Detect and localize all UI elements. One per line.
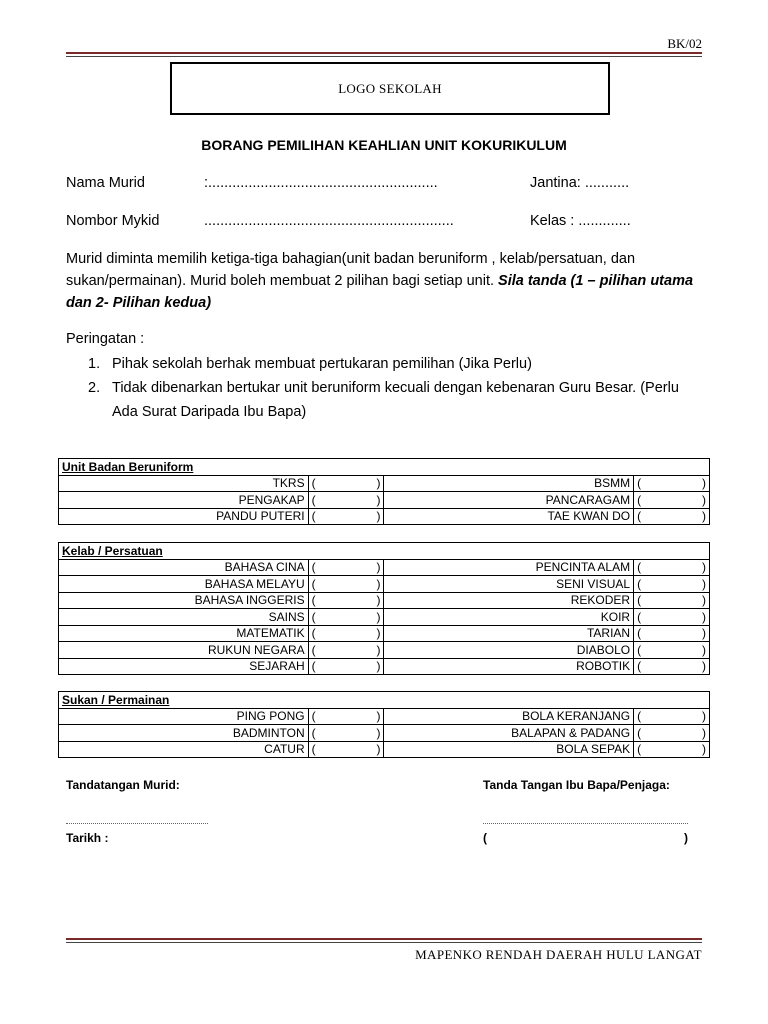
bracket-open: ( xyxy=(637,742,642,757)
sukan-table xyxy=(58,691,710,758)
jantina-field[interactable]: Jantina: ........... xyxy=(530,175,630,191)
mykid-field[interactable]: .............................................................. xyxy=(204,213,454,229)
form-code: BK/02 xyxy=(667,36,702,51)
option-label: TAE KWAN DO xyxy=(384,508,634,525)
option-label: SAINS xyxy=(59,609,309,626)
option-label: RUKUN NEGARA xyxy=(59,642,309,659)
bracket-close: ) xyxy=(702,509,706,524)
table-row xyxy=(59,642,710,659)
option-label: BAHASA MELAYU xyxy=(59,576,309,593)
option-label: MATEMATIK xyxy=(59,625,309,642)
instructions-emphasis: Sila tanda (1 – pilihan utama dan 2- Pilihan kedua) xyxy=(66,273,694,311)
option-label: ROBOTIK xyxy=(384,658,634,675)
option-label: PENCINTA ALAM xyxy=(384,559,634,576)
kelab-table xyxy=(58,542,710,675)
choice-box[interactable] xyxy=(634,559,710,576)
choice-box[interactable] xyxy=(634,576,710,593)
choice-box[interactable] xyxy=(634,708,710,725)
choice-brackets xyxy=(312,643,381,657)
bracket-close: ) xyxy=(376,659,381,674)
option-label: BSMM xyxy=(384,475,634,492)
warning-text: Tidak dibenarkan bertukar unit beruniform kecuali dengan kebenaran Guru Besar. (Perlu Ada Surat Daripada Ibu Bapa) xyxy=(112,380,679,420)
option-label: BOLA SEPAK xyxy=(384,741,634,758)
bracket-close: ) xyxy=(702,742,706,757)
choice-brackets xyxy=(312,577,381,591)
choice-box[interactable] xyxy=(308,658,384,675)
choice-brackets xyxy=(637,610,706,624)
bracket-open: ( xyxy=(637,642,642,657)
choice-brackets xyxy=(637,709,706,723)
choice-brackets xyxy=(312,742,381,756)
section-header-row xyxy=(59,459,710,476)
tarikh-label: Tarikh : xyxy=(66,831,109,845)
section-heading: Sukan / Permainan xyxy=(59,692,710,709)
bracket-open: ( xyxy=(311,742,316,757)
bracket-open: ( xyxy=(311,476,316,491)
warning-num: 2. xyxy=(88,380,101,396)
choice-box[interactable] xyxy=(634,475,710,492)
choice-brackets xyxy=(637,593,706,607)
choice-box[interactable] xyxy=(634,741,710,758)
choice-box[interactable] xyxy=(308,725,384,742)
warning-text: Pihak sekolah berhak membuat pertukaran pemilihan (Jika Perlu) xyxy=(112,356,532,372)
option-label: PANDU PUTERI xyxy=(59,508,309,525)
bracket-close: ) xyxy=(376,626,381,641)
mykid-label: Nombor Mykid xyxy=(66,213,160,229)
table-row xyxy=(59,559,710,576)
nama-label: Nama Murid xyxy=(66,175,145,191)
choice-brackets xyxy=(637,577,706,591)
choice-box[interactable] xyxy=(308,609,384,626)
bracket-close: ) xyxy=(702,576,706,591)
warning-item xyxy=(66,376,706,424)
logo-placeholder xyxy=(170,62,610,115)
bracket-open: ( xyxy=(637,659,642,674)
header-rule-thin xyxy=(66,56,702,57)
choice-brackets xyxy=(312,726,381,740)
choice-brackets xyxy=(637,643,706,657)
bracket-close: ) xyxy=(376,509,381,524)
option-label: PING PONG xyxy=(59,708,309,725)
bracket-close: ) xyxy=(702,642,706,657)
bracket-open: ( xyxy=(311,709,316,724)
table-row xyxy=(59,492,710,509)
bracket-open: ( xyxy=(637,576,642,591)
bracket-close: ) xyxy=(702,593,706,608)
bracket-open: ( xyxy=(311,492,316,507)
choice-brackets xyxy=(312,593,381,607)
instructions xyxy=(66,248,706,314)
bracket-close: ) xyxy=(702,626,706,641)
bracket-close: ) xyxy=(702,492,706,507)
bracket-close: ) xyxy=(376,709,381,724)
choice-brackets xyxy=(637,560,706,574)
bracket-open: ( xyxy=(311,593,316,608)
option-label: BOLA KERANJANG xyxy=(384,708,634,725)
bracket-open: ( xyxy=(311,725,316,740)
choice-box[interactable] xyxy=(308,508,384,525)
header-rule xyxy=(66,52,702,54)
choice-brackets xyxy=(637,476,706,490)
bracket-close: ) xyxy=(376,742,381,757)
bracket-close: ) xyxy=(376,725,381,740)
choice-box[interactable] xyxy=(308,708,384,725)
choice-brackets xyxy=(312,610,381,624)
option-label: BADMINTON xyxy=(59,725,309,742)
form-title: BORANG PEMILIHAN KEAHLIAN UNIT KOKURIKULUM xyxy=(201,137,567,153)
choice-box[interactable] xyxy=(634,492,710,509)
bracket-close: ) xyxy=(376,560,381,575)
choice-brackets xyxy=(637,509,706,523)
choice-brackets xyxy=(312,709,381,723)
section-heading: Unit Badan Beruniform xyxy=(59,459,710,476)
logo-text: LOGO SEKOLAH xyxy=(338,81,442,96)
nama-field[interactable]: :......................................................... xyxy=(204,175,438,191)
bracket-close: ) xyxy=(376,492,381,507)
bracket-close: ) xyxy=(702,659,706,674)
table-row xyxy=(59,576,710,593)
bracket-open: ( xyxy=(311,626,316,641)
bracket-close: ) xyxy=(376,576,381,591)
choice-box[interactable] xyxy=(634,508,710,525)
choice-box[interactable] xyxy=(308,475,384,492)
bracket-close: ) xyxy=(376,593,381,608)
choice-brackets xyxy=(637,493,706,507)
bracket-close: ) xyxy=(376,476,381,491)
bracket-open: ( xyxy=(637,476,642,491)
bracket-close: ) xyxy=(702,560,706,575)
table-row xyxy=(59,508,710,525)
choice-box[interactable] xyxy=(634,725,710,742)
option-label: BALAPAN & PADANG xyxy=(384,725,634,742)
bracket-close: ) xyxy=(376,609,381,624)
choice-box[interactable] xyxy=(308,492,384,509)
option-label: BAHASA CINA xyxy=(59,559,309,576)
choice-box[interactable] xyxy=(634,625,710,642)
warning-num: 1. xyxy=(88,356,101,372)
choice-brackets xyxy=(637,726,706,740)
ibubapa-signature-label: Tanda Tangan Ibu Bapa/Penjaga: xyxy=(483,778,670,792)
option-label: CATUR xyxy=(59,741,309,758)
section-header-row xyxy=(59,692,710,709)
murid-signature-label: Tandatangan Murid: xyxy=(66,778,180,792)
table-row xyxy=(59,609,710,626)
choice-brackets xyxy=(637,742,706,756)
bracket-close: ) xyxy=(702,476,706,491)
option-label: DIABOLO xyxy=(384,642,634,659)
option-label: PENGAKAP xyxy=(59,492,309,509)
choice-brackets xyxy=(312,493,381,507)
bracket-close: ) xyxy=(702,725,706,740)
option-label: TARIAN xyxy=(384,625,634,642)
warning-heading: Peringatan : xyxy=(66,331,145,347)
table-row xyxy=(59,725,710,742)
table-row xyxy=(59,592,710,609)
bracket-open: ( xyxy=(311,642,316,657)
choice-brackets xyxy=(312,626,381,640)
choice-box[interactable] xyxy=(634,592,710,609)
ibubapa-name-close: ) xyxy=(684,831,688,845)
section-header-row xyxy=(59,543,710,560)
ibubapa-signature-line[interactable] xyxy=(483,823,688,824)
instructions-text: Murid diminta memilih ketiga-tiga bahagian(unit badan beruniform , kelab/persatuan, dan sukan/permainan). Murid boleh membuat 2 pilihan bagi setiap unit. xyxy=(66,251,636,289)
bracket-open: ( xyxy=(637,626,642,641)
table-row xyxy=(59,658,710,675)
bracket-open: ( xyxy=(637,709,642,724)
option-label: SEJARAH xyxy=(59,658,309,675)
choice-box[interactable] xyxy=(308,559,384,576)
option-label: KOIR xyxy=(384,609,634,626)
bracket-open: ( xyxy=(311,509,316,524)
table-row xyxy=(59,708,710,725)
choice-box[interactable] xyxy=(308,576,384,593)
murid-signature-line[interactable] xyxy=(66,823,208,824)
bracket-open: ( xyxy=(637,560,642,575)
choice-brackets xyxy=(312,476,381,490)
ibubapa-name-open: ( xyxy=(483,831,487,845)
bracket-open: ( xyxy=(311,560,316,575)
option-label: REKODER xyxy=(384,592,634,609)
kelas-field[interactable]: Kelas : ............. xyxy=(530,213,631,229)
option-label: PANCARAGAM xyxy=(384,492,634,509)
bracket-close: ) xyxy=(702,709,706,724)
table-row xyxy=(59,625,710,642)
bracket-open: ( xyxy=(637,593,642,608)
table-row xyxy=(59,741,710,758)
uniform-table xyxy=(58,458,710,525)
choice-box[interactable] xyxy=(634,609,710,626)
section-heading: Kelab / Persatuan xyxy=(59,543,710,560)
bracket-open: ( xyxy=(311,609,316,624)
choice-box[interactable] xyxy=(308,642,384,659)
choice-box[interactable] xyxy=(634,642,710,659)
choice-brackets xyxy=(312,560,381,574)
choice-box[interactable] xyxy=(308,741,384,758)
choice-box[interactable] xyxy=(308,592,384,609)
choice-brackets xyxy=(312,659,381,673)
bracket-close: ) xyxy=(376,642,381,657)
option-label: SENI VISUAL xyxy=(384,576,634,593)
option-label: TKRS xyxy=(59,475,309,492)
choice-brackets xyxy=(637,626,706,640)
footer-text: MAPENKO RENDAH DAERAH HULU LANGAT xyxy=(415,947,702,962)
bracket-open: ( xyxy=(637,492,642,507)
bracket-close: ) xyxy=(702,609,706,624)
bracket-open: ( xyxy=(637,509,642,524)
bracket-open: ( xyxy=(311,659,316,674)
footer-rule-thin xyxy=(66,942,702,943)
bracket-open: ( xyxy=(637,725,642,740)
choice-brackets xyxy=(637,659,706,673)
warning-list xyxy=(66,352,706,424)
table-row xyxy=(59,475,710,492)
warning-item xyxy=(66,352,706,376)
choice-box[interactable] xyxy=(308,625,384,642)
choice-box[interactable] xyxy=(634,658,710,675)
footer-rule xyxy=(66,938,702,940)
option-label: BAHASA INGGERIS xyxy=(59,592,309,609)
choice-brackets xyxy=(312,509,381,523)
bracket-open: ( xyxy=(311,576,316,591)
bracket-open: ( xyxy=(637,609,642,624)
